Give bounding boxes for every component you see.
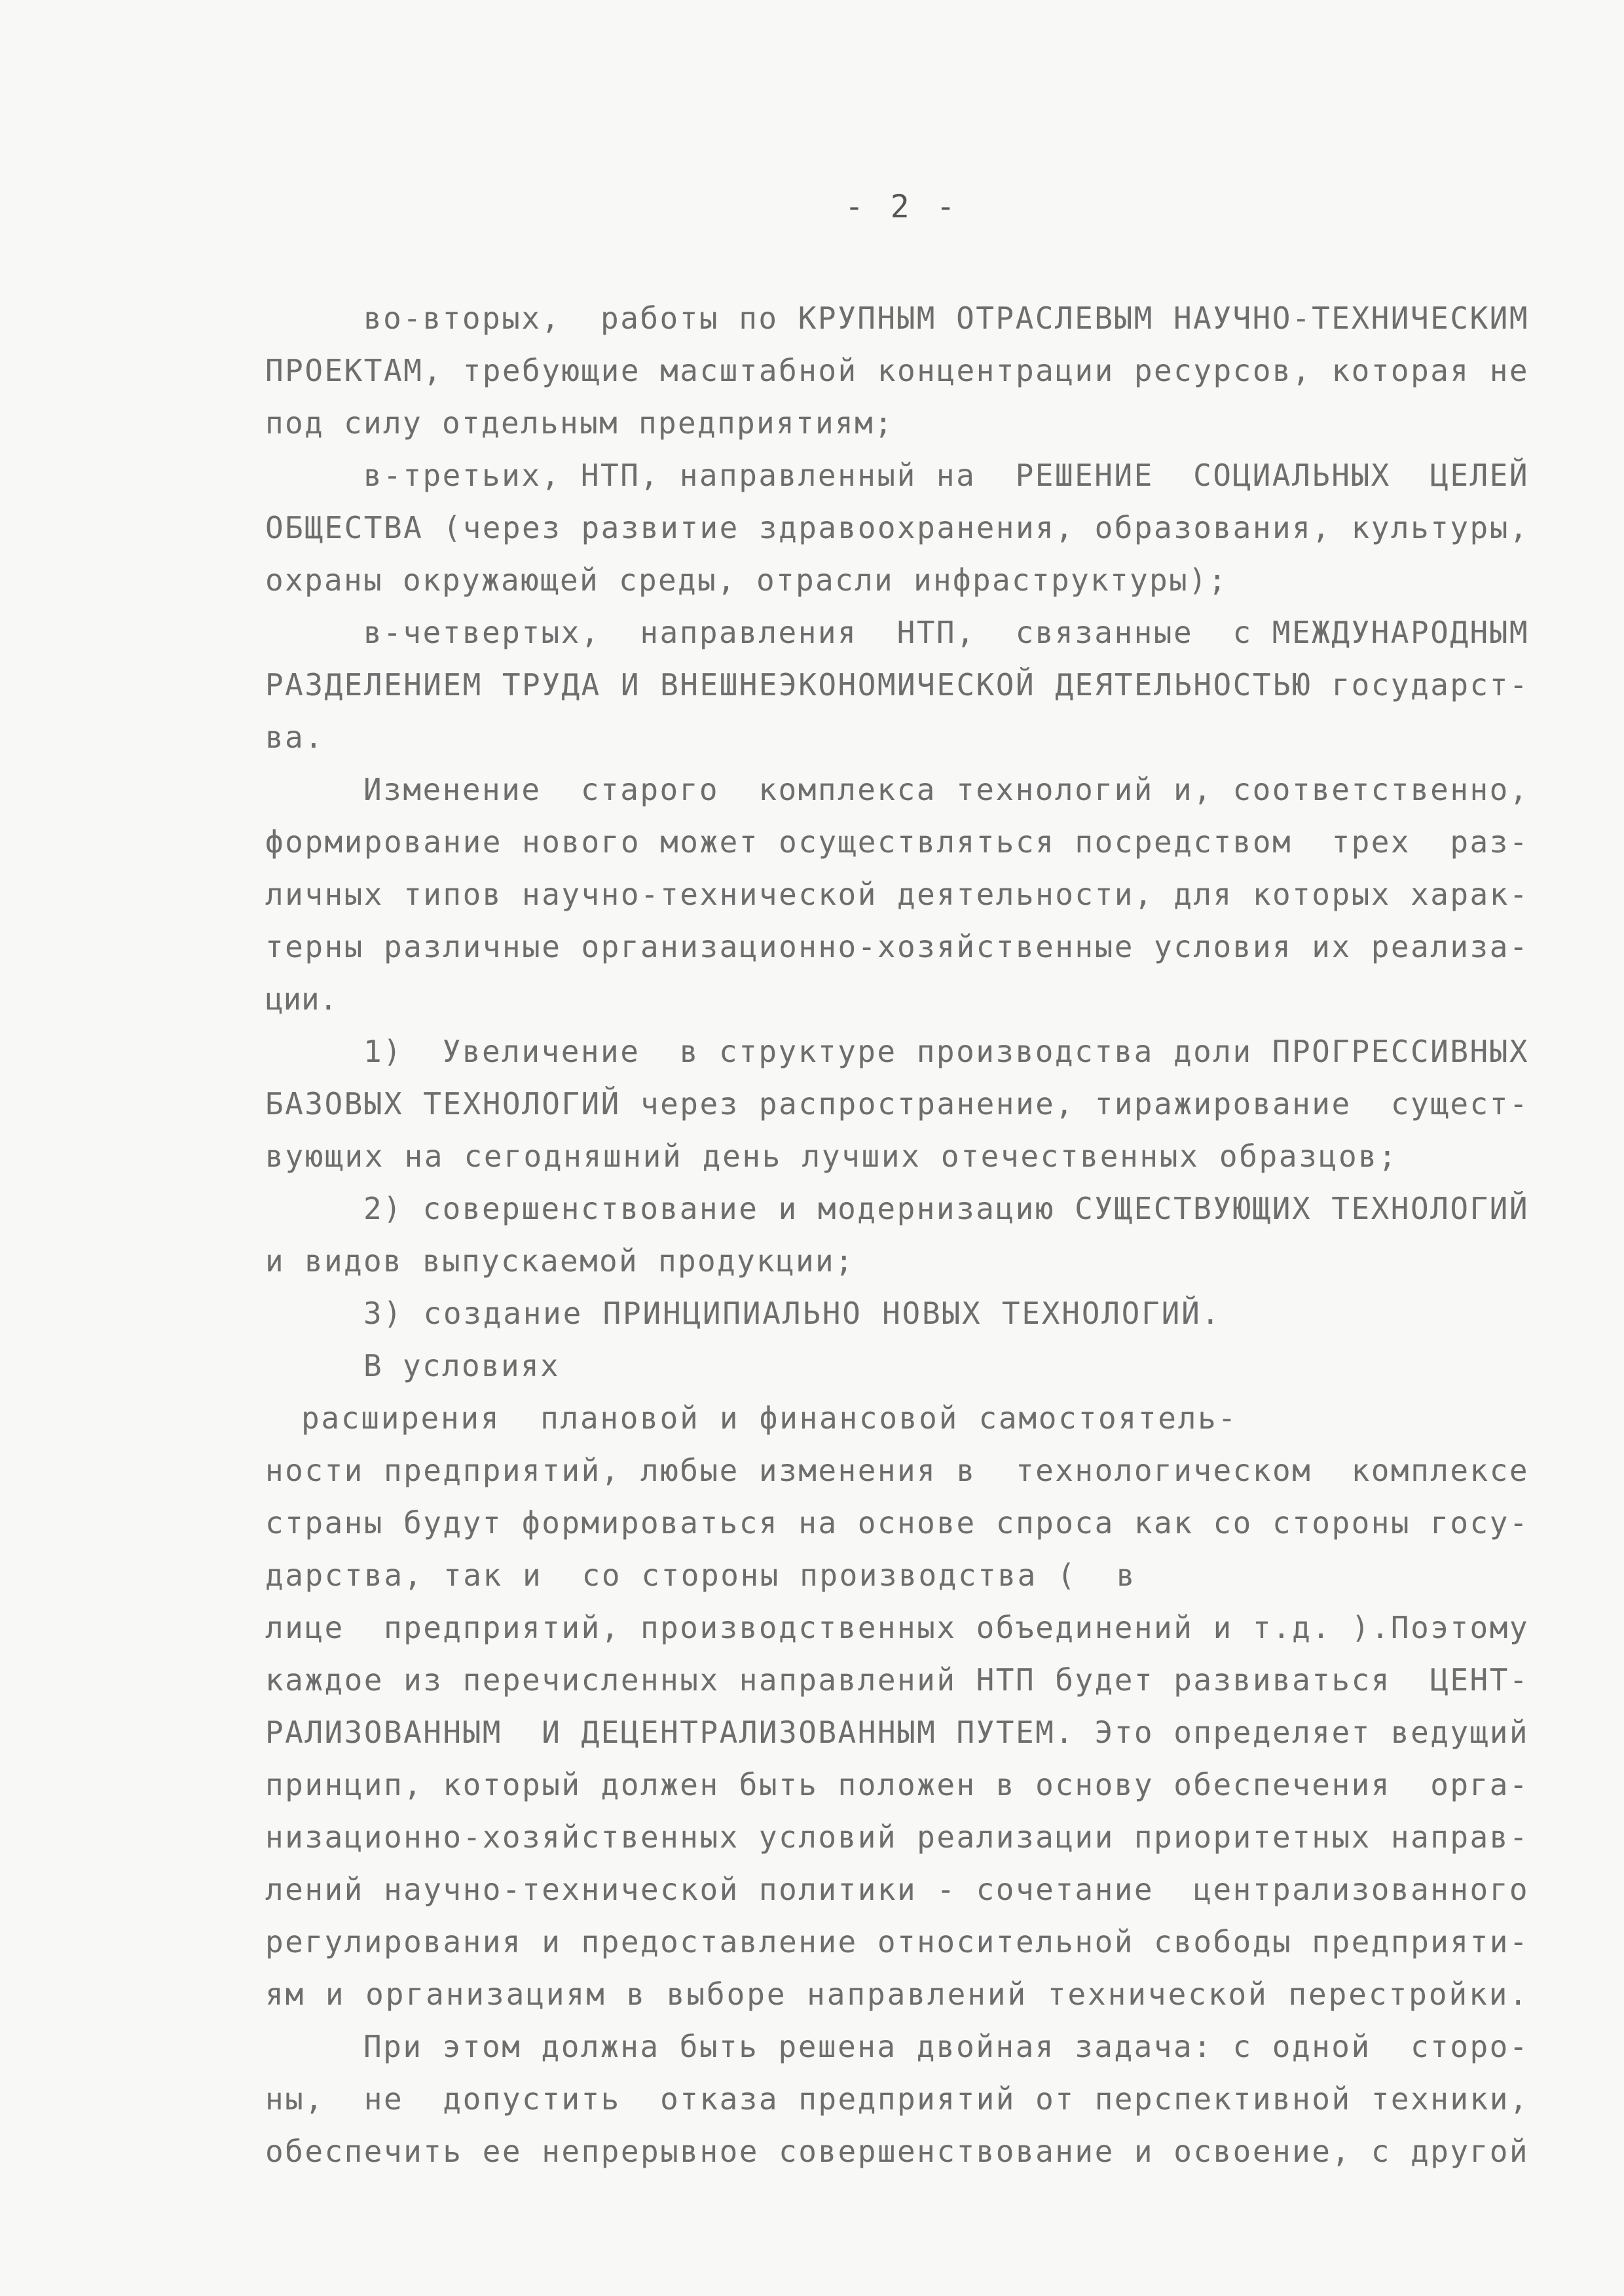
text-line: При этом должна быть решена двойная задача: с одной сторо- — [363, 2029, 1529, 2064]
text-line: дарства, так и со стороны производства ( в — [265, 1558, 1136, 1593]
text-line: лений научно-технической политики - сочетание централизованного — [265, 1872, 1529, 1907]
text-line: ОБЩЕСТВА (через развитие здравоохранения, образования, культуры, — [265, 510, 1529, 545]
text-line: РАЛИЗОВАННЫМ И ДЕЦЕНТРАЛИЗОВАННЫМ ПУТЕМ. Это определяет ведущий — [265, 1715, 1529, 1750]
text-line: 3) создание ПРИНЦИПИАЛЬНО НОВЫХ ТЕХНОЛОГИЙ. — [363, 1296, 1221, 1331]
text-line: БАЗОВЫХ ТЕХНОЛОГИЙ через распространение, тиражирование сущест- — [265, 1086, 1529, 1121]
text-line: в-четвертых, направления НТП, связанные с МЕЖДУНАРОДНЫМ — [363, 615, 1529, 650]
text-line: Изменение старого комплекса технологий и, соответственно, — [363, 772, 1529, 807]
page-number: - 2 - — [845, 189, 959, 225]
text-line: 1) Увеличение в структуре производства доли ПРОГРЕССИВНЫХ — [363, 1034, 1529, 1069]
text-line: под силу отдельным предприятиям; — [265, 405, 894, 441]
text-line: обеспечить ее непрерывное совершенствование и освоение, с другой — [265, 2134, 1529, 2169]
text-line: личных типов научно-технической деятельности, для которых харак- — [265, 877, 1529, 912]
text-line: страны будут формироваться на основе спроса как со стороны госу- — [265, 1505, 1529, 1540]
text-line: низационно-хозяйственных условий реализации приоритетных направ- — [265, 1819, 1529, 1855]
text-line: во-вторых, работы по КРУПНЫМ ОТРАСЛЕВЫМ НАУЧНО-ТЕХНИЧЕСКИМ — [363, 301, 1529, 336]
text-line: терны различные организационно-хозяйственные условия их реализа- — [265, 929, 1529, 964]
text-line: формирование нового может осуществляться посредством трех раз- — [265, 824, 1529, 860]
text-line: каждое из перечисленных направлений НТП будет развиваться ЦЕНТ- — [265, 1662, 1529, 1698]
text-line: ва. — [265, 720, 324, 755]
text-line: ции. — [265, 981, 337, 1017]
text-line: ям и организациям в выборе направлений технической перестройки. — [265, 1977, 1529, 2012]
text-line: расширения плановой и финансовой самостоятель- — [301, 1400, 1238, 1436]
text-line: В условиях — [363, 1348, 560, 1383]
text-line: ПРОЕКТАМ, требующие масштабной концентрации ресурсов, которая не — [265, 353, 1529, 388]
text-line: 2) совершенствование и модернизацию СУЩЕСТВУЮЩИХ ТЕХНОЛОГИЙ — [363, 1191, 1529, 1226]
text-line: регулирования и предоставление относительной свободы предприяти- — [265, 1924, 1529, 1959]
text-line: РАЗДЕЛЕНИЕМ ТРУДА И ВНЕШНЕЭКОНОМИЧЕСКОЙ ДЕЯТЕЛЬНОСТЬЮ государст- — [265, 667, 1529, 702]
text-line: принцип, который должен быть положен в основу обеспечения орга- — [265, 1767, 1529, 1802]
text-line: вующих на сегодняшний день лучших отечественных образцов; — [265, 1139, 1398, 1174]
text-line: ны, не допустить отказа предприятий от перспективной техники, — [265, 2081, 1529, 2117]
text-line: охраны окружающей среды, отрасли инфраструктуры); — [265, 562, 1228, 598]
text-line: лице предприятий, производственных объединений и т.д. ).Поэтому — [265, 1610, 1529, 1645]
text-line: ности предприятий, любые изменения в технологическом комплексе — [265, 1453, 1529, 1488]
text-line: и видов выпускаемой продукции; — [265, 1243, 855, 1279]
text-line: в-третьих, НТП, направленный на РЕШЕНИЕ СОЦИАЛЬНЫХ ЦЕЛЕЙ — [363, 458, 1529, 493]
